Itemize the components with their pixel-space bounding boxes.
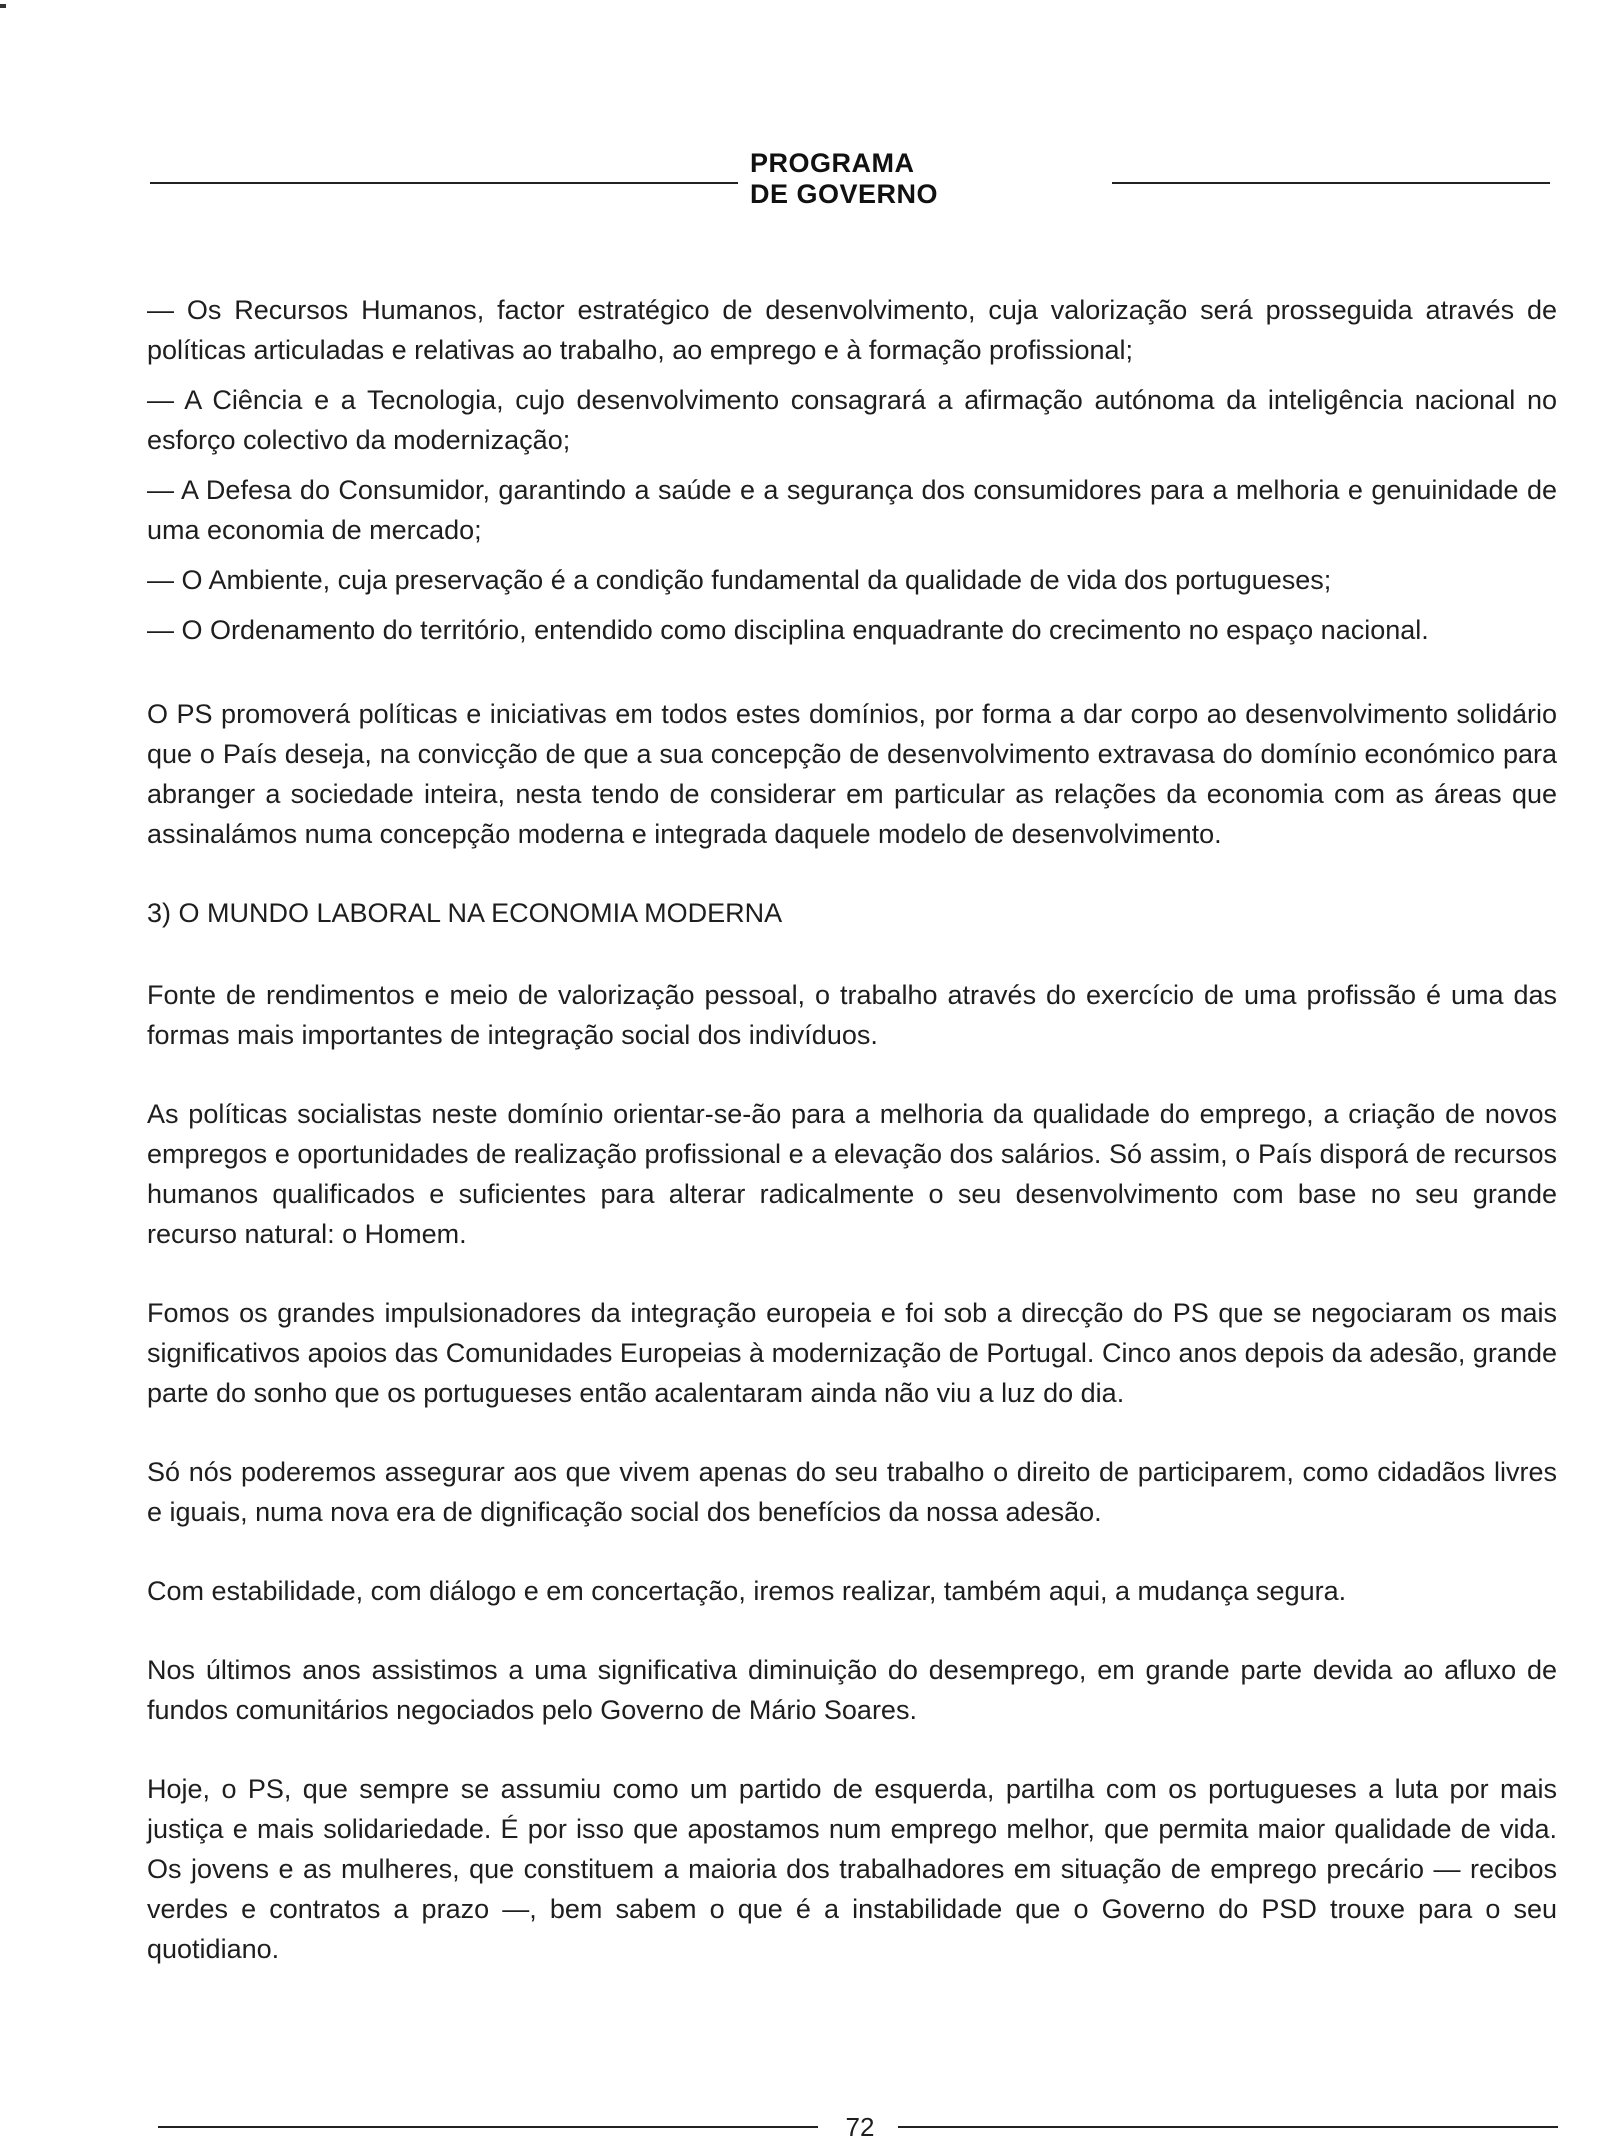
section-heading: 3) O MUNDO LABORAL NA ECONOMIA MODERNA xyxy=(147,898,783,928)
body-text xyxy=(147,290,1557,2008)
list-item-ordenamento-territorio: — O Ordenamento do território, entendido como disciplina enquadrante do crecimento no espaço nacional. xyxy=(147,615,1429,645)
footer-rule-left xyxy=(158,2126,818,2128)
intro-paragraph: O PS promoverá políticas e iniciativas em todos estes domínios, por forma a dar corpo ao desenvolvimento solidário que o País deseja, na convicção de que a sua concepção de desenvolvimento extravasa do domínio económico para abranger a sociedade inteira, nesta tendo de considerar em particular as relações da economia com as áreas que assinalámos numa concepção moderna e integrada daquele modelo de desenvolvimento. xyxy=(147,699,1557,849)
header-title xyxy=(750,148,1110,210)
list-item-ciencia-tecnologia: — A Ciência e a Tecnologia, cujo desenvolvimento consagrará a afirmação autónoma da inteligência nacional no esforço colectivo da modernização; xyxy=(147,385,1557,455)
paragraph-estabilidade: Com estabilidade, com diálogo e em concertação, iremos realizar, também aqui, a mudança segura. xyxy=(147,1576,1347,1606)
header-title-line-2: DE GOVERNO xyxy=(750,179,939,209)
page-header xyxy=(150,148,1550,212)
paragraph-hoje-ps: Hoje, o PS, que sempre se assumiu como um partido de esquerda, partilha com os portugueses a luta por mais justiça e mais solidariedade. É por isso que apostamos num emprego melhor, que permita maior qualidade de vida. Os jovens e as mulheres, que constituem a maioria dos trabalhadores em situação de emprego precário — recibos verdes e contratos a prazo —, bem sabem o que é a instabilidade que o Governo do PSD trouxe para o seu quotidiano. xyxy=(147,1774,1557,1964)
page-number: 72 xyxy=(845,2112,875,2142)
paragraph-desemprego: Nos últimos anos assistimos a uma significativa diminuição do desemprego, em grande parte devida ao afluxo de fundos comunitários negociados pelo Governo de Mário Soares. xyxy=(147,1655,1557,1725)
paragraph-fonte-rendimentos: Fonte de rendimentos e meio de valorização pessoal, o trabalho através do exercício de uma profissão é uma das formas mais importantes de integração social dos indivíduos. xyxy=(147,980,1557,1050)
list-item-defesa-consumidor: — A Defesa do Consumidor, garantindo a saúde e a segurança dos consumidores para a melhoria e genuinidade de uma economia de mercado; xyxy=(147,475,1557,545)
paragraph-integracao-europeia: Fomos os grandes impulsionadores da integração europeia e foi sob a direcção do PS que se negociaram os mais significativos apoios das Comunidades Europeias à modernização de Portugal. Cinco anos depois da adesão, grande parte do sonho que os portugueses então acalentaram ainda não viu a luz do dia. xyxy=(147,1298,1557,1408)
header-title-line-1: PROGRAMA xyxy=(750,148,915,178)
scan-edge-mark xyxy=(0,4,6,8)
paragraph-so-nos: Só nós poderemos assegurar aos que vivem apenas do seu trabalho o direito de participarem, como cidadãos livres e iguais, numa nova era de dignificação social dos benefícios da nossa adesão. xyxy=(147,1457,1557,1527)
footer-rule-right xyxy=(898,2126,1558,2128)
list-item-recursos-humanos: — Os Recursos Humanos, factor estratégico de desenvolvimento, cuja valorização será prosseguida através de políticas articuladas e relativas ao trabalho, ao emprego e à formação profissional; xyxy=(147,295,1557,365)
paragraph-politicas-socialistas: As políticas socialistas neste domínio orientar-se-ão para a melhoria da qualidade do emprego, a criação de novos empregos e oportunidades de realização profissional e a elevação dos salários. Só assim, o País disporá de recursos humanos qualificados e suficientes para alterar radicalmente o seu desenvolvimento com base no seu grande recurso natural: o Homem. xyxy=(147,1099,1557,1249)
page-footer xyxy=(158,2112,1558,2142)
header-rule-right xyxy=(1112,182,1550,184)
header-rule-left xyxy=(150,182,738,184)
list-item-ambiente: — O Ambiente, cuja preservação é a condição fundamental da qualidade de vida dos portugueses; xyxy=(147,565,1332,595)
